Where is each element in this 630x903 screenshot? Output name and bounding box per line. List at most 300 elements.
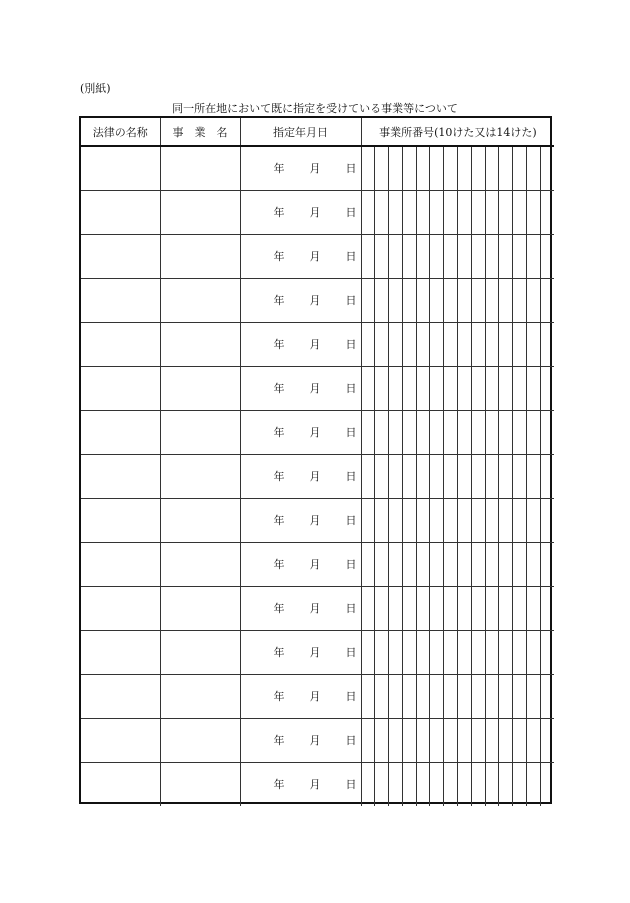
office-number-digit-cell[interactable]	[485, 278, 499, 322]
office-number-digit-cell[interactable]	[389, 234, 403, 278]
office-number-digit-cell[interactable]	[389, 410, 403, 454]
table-row	[81, 498, 554, 542]
office-number-digit-cell[interactable]	[402, 234, 416, 278]
business-name-cell[interactable]	[160, 410, 240, 454]
office-number-digit-cell[interactable]	[389, 586, 403, 630]
office-number-digit-cell[interactable]	[540, 454, 554, 498]
law-name-cell[interactable]	[81, 234, 160, 278]
date-month-label: 月	[309, 294, 321, 307]
office-number-digit-cell[interactable]	[430, 322, 444, 366]
office-number-digit-cell[interactable]	[416, 674, 430, 718]
office-number-digit-cell[interactable]	[361, 322, 375, 366]
office-number-digit-cell[interactable]	[540, 630, 554, 674]
office-number-digit-cell[interactable]	[361, 146, 375, 190]
law-name-cell[interactable]	[81, 366, 160, 410]
date-month-label: 月	[309, 514, 321, 527]
office-number-digit-cell[interactable]	[499, 146, 513, 190]
date-month-label: 月	[309, 778, 321, 792]
office-number-digit-cell[interactable]	[485, 366, 499, 410]
office-number-digit-cell[interactable]	[402, 190, 416, 234]
date-day-label: 日	[345, 426, 357, 439]
office-number-digit-cell[interactable]	[402, 366, 416, 410]
law-name-cell[interactable]	[81, 190, 160, 234]
office-number-digit-cell[interactable]	[485, 762, 499, 806]
office-number-digit-cell[interactable]	[527, 718, 541, 762]
office-number-digit-cell[interactable]	[471, 410, 485, 454]
office-number-digit-cell[interactable]	[430, 498, 444, 542]
office-number-digit-cell[interactable]	[540, 762, 554, 806]
office-number-digit-cell[interactable]	[513, 674, 527, 718]
office-number-digit-cell[interactable]	[471, 454, 485, 498]
office-number-digit-cell[interactable]	[361, 366, 375, 410]
office-number-digit-cell[interactable]	[375, 498, 389, 542]
office-number-digit-cell[interactable]	[458, 718, 472, 762]
designation-table-frame	[79, 116, 552, 804]
office-number-digit-cell[interactable]	[499, 234, 513, 278]
designation-date-cell[interactable]	[240, 190, 361, 234]
office-number-digit-cell[interactable]	[444, 366, 458, 410]
office-number-digit-cell[interactable]	[527, 278, 541, 322]
office-number-digit-cell[interactable]	[375, 454, 389, 498]
office-number-digit-cell[interactable]	[513, 410, 527, 454]
office-number-digit-cell[interactable]	[527, 366, 541, 410]
office-number-digit-cell[interactable]	[540, 586, 554, 630]
office-number-digit-cell[interactable]	[402, 586, 416, 630]
office-number-digit-cell[interactable]	[375, 718, 389, 762]
office-number-digit-cell[interactable]	[430, 366, 444, 410]
designation-date-cell[interactable]	[240, 630, 361, 674]
office-number-digit-cell[interactable]	[527, 762, 541, 806]
office-number-digit-cell[interactable]	[430, 674, 444, 718]
office-number-digit-cell[interactable]	[389, 454, 403, 498]
office-number-digit-cell[interactable]	[402, 322, 416, 366]
office-number-digit-cell[interactable]	[375, 410, 389, 454]
office-number-digit-cell[interactable]	[361, 234, 375, 278]
date-month-label: 月	[309, 470, 321, 483]
office-number-digit-cell[interactable]	[485, 674, 499, 718]
designation-date-cell[interactable]	[240, 278, 361, 322]
office-number-digit-cell[interactable]	[540, 498, 554, 542]
office-number-digit-cell[interactable]	[471, 674, 485, 718]
table-row	[81, 410, 554, 454]
office-number-digit-cell[interactable]	[402, 410, 416, 454]
office-number-digit-cell[interactable]	[375, 674, 389, 718]
office-number-digit-cell[interactable]	[513, 322, 527, 366]
date-year-label: 年	[273, 382, 285, 395]
date-day-label: 日	[345, 250, 357, 263]
date-year-label: 年	[273, 338, 285, 351]
date-month-label: 月	[309, 690, 321, 703]
date-month-label: 月	[309, 646, 321, 659]
date-year-label: 年	[273, 514, 285, 527]
date-day-label: 日	[345, 206, 357, 219]
office-number-digit-cell[interactable]	[361, 190, 375, 234]
office-number-digit-cell[interactable]	[416, 278, 430, 322]
business-name-cell[interactable]	[160, 542, 240, 586]
office-number-digit-cell[interactable]	[513, 542, 527, 586]
office-number-digit-cell[interactable]	[389, 498, 403, 542]
office-number-digit-cell[interactable]	[499, 762, 513, 806]
office-number-digit-cell[interactable]	[389, 278, 403, 322]
office-number-digit-cell[interactable]	[389, 542, 403, 586]
business-name-cell[interactable]	[160, 366, 240, 410]
office-number-digit-cell[interactable]	[402, 718, 416, 762]
law-name-cell[interactable]	[81, 146, 160, 190]
office-number-digit-cell[interactable]	[444, 454, 458, 498]
date-month-label: 月	[309, 426, 321, 439]
office-number-digit-cell[interactable]	[444, 410, 458, 454]
office-number-digit-cell[interactable]	[471, 762, 485, 806]
office-number-digit-cell[interactable]	[444, 762, 458, 806]
date-year-label: 年	[273, 426, 285, 439]
office-number-digit-cell[interactable]	[527, 410, 541, 454]
office-number-digit-cell[interactable]	[471, 366, 485, 410]
office-number-digit-cell[interactable]	[375, 278, 389, 322]
office-number-digit-cell[interactable]	[471, 498, 485, 542]
office-number-digit-cell[interactable]	[375, 762, 389, 806]
office-number-digit-cell[interactable]	[430, 762, 444, 806]
office-number-digit-cell[interactable]	[485, 542, 499, 586]
date-year-label: 年	[273, 646, 285, 659]
office-number-digit-cell[interactable]	[361, 454, 375, 498]
office-number-digit-cell[interactable]	[458, 674, 472, 718]
office-number-digit-cell[interactable]	[402, 454, 416, 498]
business-name-cell[interactable]	[160, 674, 240, 718]
table-header-row	[81, 118, 554, 146]
law-name-cell[interactable]	[81, 718, 160, 762]
office-number-digit-cell[interactable]	[540, 542, 554, 586]
date-month-label: 月	[309, 602, 321, 615]
header-designation-date: 指定年月日	[240, 118, 361, 146]
designation-date-cell[interactable]	[240, 410, 361, 454]
office-number-digit-cell[interactable]	[513, 630, 527, 674]
office-number-digit-cell[interactable]	[416, 718, 430, 762]
office-number-digit-cell[interactable]	[375, 146, 389, 190]
office-number-digit-cell[interactable]	[389, 762, 403, 806]
office-number-digit-cell[interactable]	[540, 146, 554, 190]
table-row	[81, 278, 554, 322]
office-number-digit-cell[interactable]	[389, 146, 403, 190]
law-name-cell[interactable]	[81, 630, 160, 674]
office-number-digit-cell[interactable]	[402, 498, 416, 542]
office-number-digit-cell[interactable]	[361, 498, 375, 542]
office-number-digit-cell[interactable]	[471, 586, 485, 630]
office-number-digit-cell[interactable]	[430, 630, 444, 674]
office-number-digit-cell[interactable]	[375, 322, 389, 366]
office-number-digit-cell[interactable]	[444, 586, 458, 630]
office-number-digit-cell[interactable]	[402, 146, 416, 190]
office-number-digit-cell[interactable]	[513, 190, 527, 234]
table-body	[81, 146, 554, 806]
office-number-digit-cell[interactable]	[361, 762, 375, 806]
office-number-digit-cell[interactable]	[513, 454, 527, 498]
office-number-digit-cell[interactable]	[389, 718, 403, 762]
office-number-digit-cell[interactable]	[499, 190, 513, 234]
office-number-digit-cell[interactable]	[458, 234, 472, 278]
office-number-digit-cell[interactable]	[458, 190, 472, 234]
office-number-digit-cell[interactable]	[375, 630, 389, 674]
office-number-digit-cell[interactable]	[499, 322, 513, 366]
office-number-digit-cell[interactable]	[430, 278, 444, 322]
office-number-digit-cell[interactable]	[458, 146, 472, 190]
office-number-digit-cell[interactable]	[471, 278, 485, 322]
office-number-digit-cell[interactable]	[499, 542, 513, 586]
office-number-digit-cell[interactable]	[513, 234, 527, 278]
table-row	[81, 674, 554, 718]
office-number-digit-cell[interactable]	[430, 454, 444, 498]
office-number-digit-cell[interactable]	[444, 322, 458, 366]
business-name-cell[interactable]	[160, 278, 240, 322]
designation-date-cell[interactable]	[240, 542, 361, 586]
office-number-digit-cell[interactable]	[416, 498, 430, 542]
office-number-digit-cell[interactable]	[485, 146, 499, 190]
office-number-digit-cell[interactable]	[513, 762, 527, 806]
date-day-label: 日	[345, 734, 357, 747]
office-number-digit-cell[interactable]	[402, 762, 416, 806]
office-number-digit-cell[interactable]	[361, 718, 375, 762]
office-number-digit-cell[interactable]	[485, 410, 499, 454]
office-number-digit-cell[interactable]	[458, 762, 472, 806]
office-number-digit-cell[interactable]	[416, 234, 430, 278]
office-number-digit-cell[interactable]	[416, 454, 430, 498]
office-number-digit-cell[interactable]	[430, 234, 444, 278]
office-number-digit-cell[interactable]	[375, 542, 389, 586]
business-name-cell[interactable]	[160, 190, 240, 234]
office-number-digit-cell[interactable]	[389, 322, 403, 366]
office-number-digit-cell[interactable]	[416, 190, 430, 234]
business-name-cell[interactable]	[160, 234, 240, 278]
office-number-digit-cell[interactable]	[499, 454, 513, 498]
office-number-digit-cell[interactable]	[485, 190, 499, 234]
designation-date-cell[interactable]	[240, 366, 361, 410]
date-month-label: 月	[309, 206, 321, 219]
office-number-digit-cell[interactable]	[430, 718, 444, 762]
office-number-digit-cell[interactable]	[444, 190, 458, 234]
office-number-digit-cell[interactable]	[540, 366, 554, 410]
office-number-digit-cell[interactable]	[499, 674, 513, 718]
office-number-digit-cell[interactable]	[375, 190, 389, 234]
office-number-digit-cell[interactable]	[527, 586, 541, 630]
office-number-digit-cell[interactable]	[485, 586, 499, 630]
office-number-digit-cell[interactable]	[389, 366, 403, 410]
designation-date-cell[interactable]	[240, 674, 361, 718]
office-number-digit-cell[interactable]	[527, 146, 541, 190]
date-year-label: 年	[273, 690, 285, 703]
office-number-digit-cell[interactable]	[389, 190, 403, 234]
office-number-digit-cell[interactable]	[513, 146, 527, 190]
office-number-digit-cell[interactable]	[416, 366, 430, 410]
office-number-digit-cell[interactable]	[527, 674, 541, 718]
office-number-digit-cell[interactable]	[458, 586, 472, 630]
law-name-cell[interactable]	[81, 278, 160, 322]
office-number-digit-cell[interactable]	[471, 190, 485, 234]
annex-label: (別紙)	[80, 82, 111, 95]
office-number-digit-cell[interactable]	[471, 322, 485, 366]
office-number-digit-cell[interactable]	[458, 366, 472, 410]
business-name-cell[interactable]	[160, 498, 240, 542]
office-number-digit-cell[interactable]	[430, 410, 444, 454]
office-number-digit-cell[interactable]	[513, 498, 527, 542]
office-number-digit-cell[interactable]	[485, 498, 499, 542]
designation-table	[81, 118, 554, 806]
office-number-digit-cell[interactable]	[375, 234, 389, 278]
office-number-digit-cell[interactable]	[499, 718, 513, 762]
header-office-number: 事業所番号(10けた又は14けた)	[361, 118, 554, 146]
office-number-digit-cell[interactable]	[389, 630, 403, 674]
office-number-digit-cell[interactable]	[513, 718, 527, 762]
designation-date-cell[interactable]	[240, 762, 361, 806]
office-number-digit-cell[interactable]	[458, 278, 472, 322]
table-row	[81, 586, 554, 630]
document-title: 同一所在地において既に指定を受けている事業等について	[172, 102, 458, 115]
office-number-digit-cell[interactable]	[513, 366, 527, 410]
office-number-digit-cell[interactable]	[375, 366, 389, 410]
law-name-cell[interactable]	[81, 498, 160, 542]
office-number-digit-cell[interactable]	[430, 146, 444, 190]
office-number-digit-cell[interactable]	[402, 278, 416, 322]
office-number-digit-cell[interactable]	[540, 674, 554, 718]
designation-date-cell[interactable]	[240, 718, 361, 762]
office-number-digit-cell[interactable]	[444, 718, 458, 762]
date-day-label: 日	[345, 338, 357, 351]
office-number-digit-cell[interactable]	[471, 630, 485, 674]
business-name-cell[interactable]	[160, 762, 240, 806]
office-number-digit-cell[interactable]	[375, 586, 389, 630]
office-number-digit-cell[interactable]	[361, 278, 375, 322]
office-number-digit-cell[interactable]	[485, 718, 499, 762]
office-number-digit-cell[interactable]	[444, 234, 458, 278]
table-row	[81, 146, 554, 190]
office-number-digit-cell[interactable]	[444, 630, 458, 674]
office-number-digit-cell[interactable]	[416, 146, 430, 190]
office-number-digit-cell[interactable]	[499, 410, 513, 454]
office-number-digit-cell[interactable]	[527, 498, 541, 542]
header-business-name: 事 業 名	[160, 118, 240, 146]
office-number-digit-cell[interactable]	[485, 234, 499, 278]
designation-date-cell[interactable]	[240, 586, 361, 630]
date-month-label: 月	[309, 558, 321, 571]
office-number-digit-cell[interactable]	[416, 762, 430, 806]
business-name-cell[interactable]	[160, 146, 240, 190]
office-number-digit-cell[interactable]	[430, 542, 444, 586]
office-number-digit-cell[interactable]	[416, 630, 430, 674]
office-number-digit-cell[interactable]	[458, 498, 472, 542]
office-number-digit-cell[interactable]	[416, 542, 430, 586]
law-name-cell[interactable]	[81, 322, 160, 366]
office-number-digit-cell[interactable]	[485, 454, 499, 498]
office-number-digit-cell[interactable]	[416, 586, 430, 630]
office-number-digit-cell[interactable]	[444, 542, 458, 586]
office-number-digit-cell[interactable]	[389, 674, 403, 718]
office-number-digit-cell[interactable]	[458, 542, 472, 586]
office-number-digit-cell[interactable]	[540, 278, 554, 322]
office-number-digit-cell[interactable]	[430, 190, 444, 234]
office-number-digit-cell[interactable]	[471, 718, 485, 762]
business-name-cell[interactable]	[160, 322, 240, 366]
business-name-cell[interactable]	[160, 454, 240, 498]
office-number-digit-cell[interactable]	[361, 542, 375, 586]
date-year-label: 年	[273, 558, 285, 571]
office-number-digit-cell[interactable]	[527, 322, 541, 366]
office-number-digit-cell[interactable]	[499, 586, 513, 630]
designation-date-cell[interactable]	[240, 322, 361, 366]
office-number-digit-cell[interactable]	[540, 718, 554, 762]
office-number-digit-cell[interactable]	[402, 542, 416, 586]
office-number-digit-cell[interactable]	[513, 278, 527, 322]
office-number-digit-cell[interactable]	[485, 322, 499, 366]
date-day-label: 日	[345, 646, 357, 659]
date-day-label: 日	[345, 294, 357, 307]
office-number-digit-cell[interactable]	[402, 630, 416, 674]
office-number-digit-cell[interactable]	[458, 410, 472, 454]
office-number-digit-cell[interactable]	[471, 542, 485, 586]
date-year-label: 年	[273, 734, 285, 747]
office-number-digit-cell[interactable]	[361, 630, 375, 674]
business-name-cell[interactable]	[160, 586, 240, 630]
table-row	[81, 454, 554, 498]
designation-date-cell[interactable]	[240, 146, 361, 190]
office-number-digit-cell[interactable]	[540, 322, 554, 366]
office-number-digit-cell[interactable]	[444, 146, 458, 190]
law-name-cell[interactable]	[81, 454, 160, 498]
office-number-digit-cell[interactable]	[513, 586, 527, 630]
law-name-cell[interactable]	[81, 542, 160, 586]
office-number-digit-cell[interactable]	[527, 190, 541, 234]
office-number-digit-cell[interactable]	[458, 630, 472, 674]
office-number-digit-cell[interactable]	[361, 410, 375, 454]
business-name-cell[interactable]	[160, 718, 240, 762]
law-name-cell[interactable]	[81, 586, 160, 630]
office-number-digit-cell[interactable]	[458, 322, 472, 366]
office-number-digit-cell[interactable]	[499, 366, 513, 410]
office-number-digit-cell[interactable]	[485, 630, 499, 674]
office-number-digit-cell[interactable]	[430, 586, 444, 630]
office-number-digit-cell[interactable]	[458, 454, 472, 498]
header-law-name: 法律の名称	[81, 118, 160, 146]
law-name-cell[interactable]	[81, 674, 160, 718]
date-day-label: 日	[345, 690, 357, 703]
office-number-digit-cell[interactable]	[540, 234, 554, 278]
office-number-digit-cell[interactable]	[471, 146, 485, 190]
office-number-digit-cell[interactable]	[499, 498, 513, 542]
office-number-digit-cell[interactable]	[402, 674, 416, 718]
office-number-digit-cell[interactable]	[444, 278, 458, 322]
designation-date-cell[interactable]	[240, 498, 361, 542]
office-number-digit-cell[interactable]	[416, 322, 430, 366]
office-number-digit-cell[interactable]	[540, 190, 554, 234]
office-number-digit-cell[interactable]	[540, 410, 554, 454]
designation-date-cell[interactable]	[240, 454, 361, 498]
business-name-cell[interactable]	[160, 630, 240, 674]
law-name-cell[interactable]	[81, 410, 160, 454]
office-number-digit-cell[interactable]	[499, 630, 513, 674]
designation-date-cell[interactable]	[240, 234, 361, 278]
law-name-cell[interactable]	[81, 762, 160, 806]
office-number-digit-cell[interactable]	[471, 234, 485, 278]
date-year-label: 年	[273, 294, 285, 307]
office-number-digit-cell[interactable]	[527, 234, 541, 278]
office-number-digit-cell[interactable]	[361, 586, 375, 630]
office-number-digit-cell[interactable]	[416, 410, 430, 454]
office-number-digit-cell[interactable]	[444, 498, 458, 542]
date-year-label: 年	[273, 162, 285, 176]
office-number-digit-cell[interactable]	[499, 278, 513, 322]
office-number-digit-cell[interactable]	[361, 674, 375, 718]
office-number-digit-cell[interactable]	[527, 454, 541, 498]
office-number-digit-cell[interactable]	[527, 542, 541, 586]
office-number-digit-cell[interactable]	[527, 630, 541, 674]
office-number-digit-cell[interactable]	[444, 674, 458, 718]
